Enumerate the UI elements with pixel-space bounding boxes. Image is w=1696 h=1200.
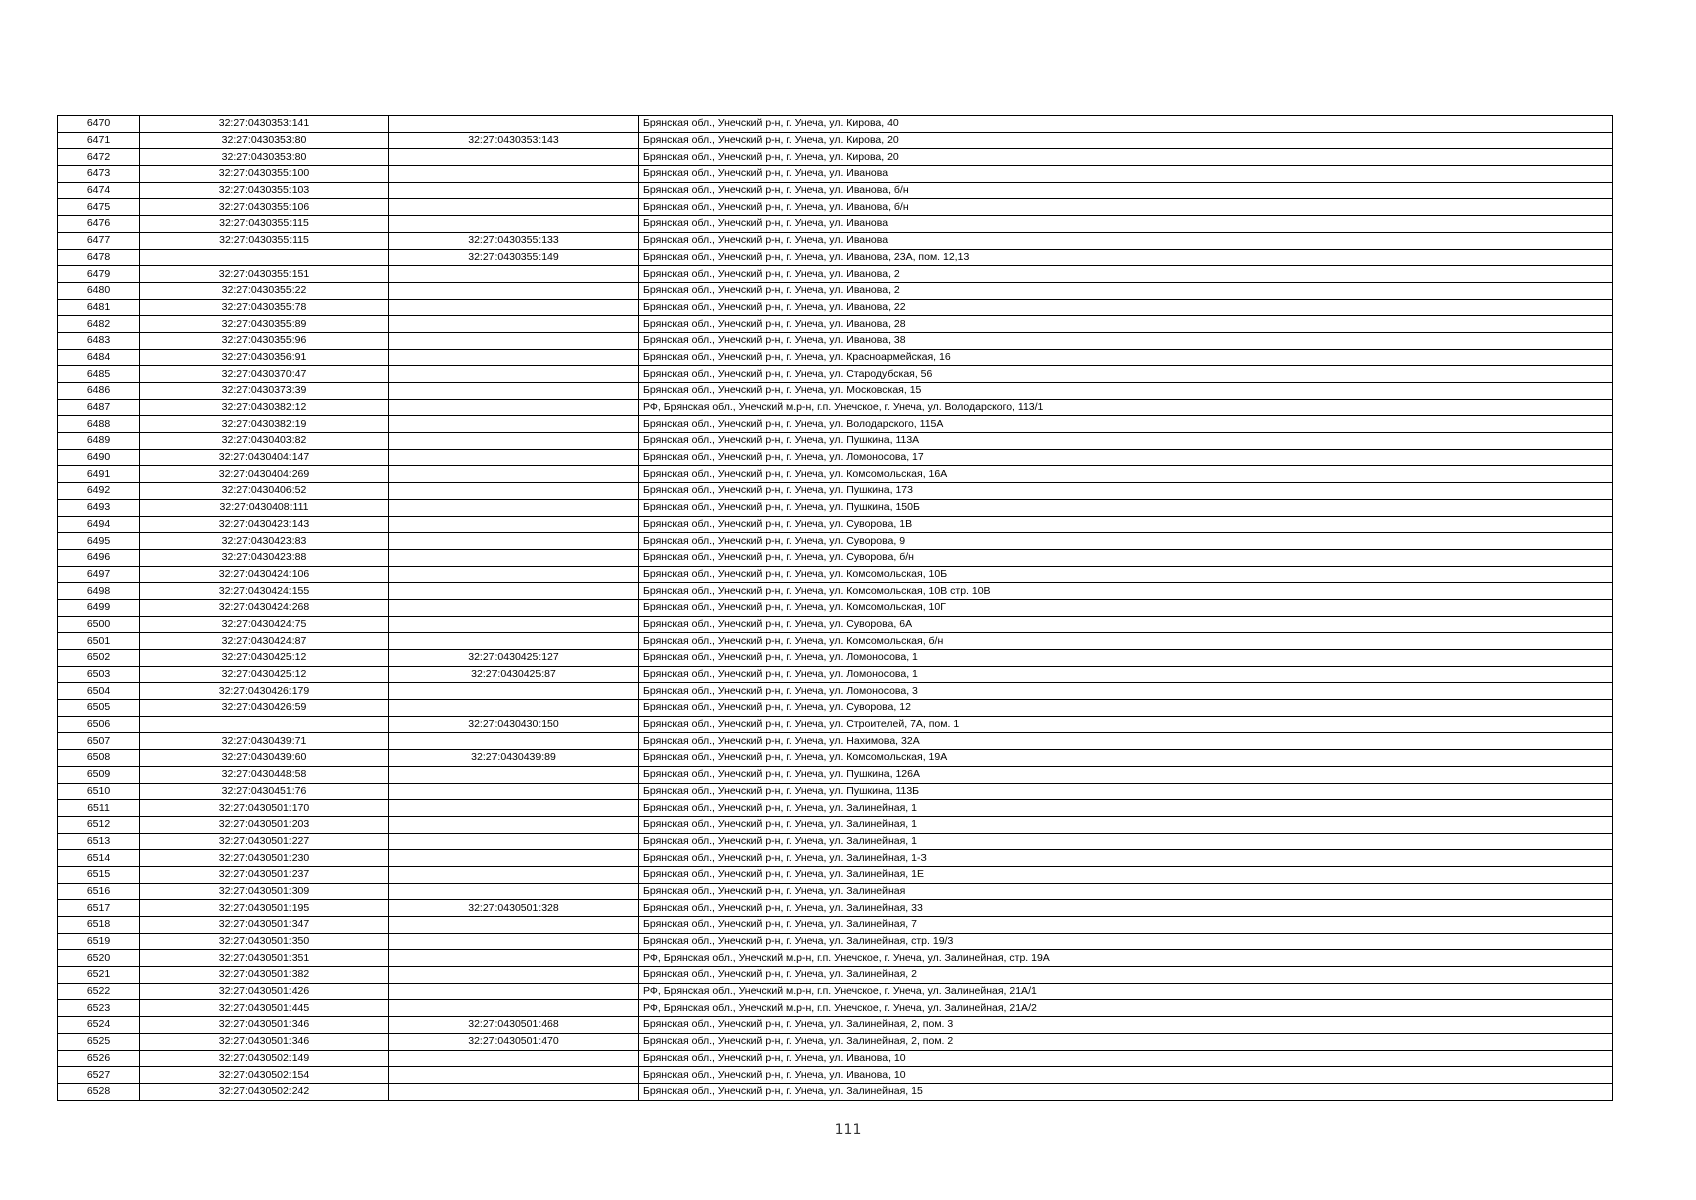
linked-cadastral-number-cell: [389, 549, 639, 566]
table-row: [58, 416, 1613, 433]
row-number-cell: 6487: [58, 399, 140, 416]
table-row: [58, 399, 1613, 416]
row-number-cell: 6500: [58, 616, 140, 633]
cadastral-number-cell: 32:27:0430424:106: [140, 566, 389, 583]
cadastral-number-cell: 32:27:0430448:58: [140, 766, 389, 783]
table-row: [58, 199, 1613, 216]
row-number-cell: 6488: [58, 416, 140, 433]
row-number-cell: 6481: [58, 299, 140, 316]
table-row: [58, 1067, 1613, 1084]
row-number-cell: 6479: [58, 266, 140, 283]
address-cell: Брянская обл., Унечский р-н, г. Унеча, ул. Залинейная, 2: [639, 967, 1613, 984]
linked-cadastral-number-cell: [389, 566, 639, 583]
address-cell: Брянская обл., Унечский р-н, г. Унеча, ул. Комсомольская, 10Б: [639, 566, 1613, 583]
cadastral-number-cell: 32:27:0430501:382: [140, 967, 389, 984]
linked-cadastral-number-cell: [389, 883, 639, 900]
table-row: [58, 783, 1613, 800]
table-row: [58, 316, 1613, 333]
linked-cadastral-number-cell: 32:27:0430430:150: [389, 716, 639, 733]
linked-cadastral-number-cell: 32:27:0430355:133: [389, 232, 639, 249]
address-cell: Брянская обл., Унечский р-н, г. Унеча, ул. Залинейная, 1: [639, 800, 1613, 817]
table-row: [58, 516, 1613, 533]
table-row: [58, 633, 1613, 650]
row-number-cell: 6521: [58, 967, 140, 984]
cadastral-number-cell: 32:27:0430355:115: [140, 232, 389, 249]
cadastral-number-cell: 32:27:0430355:96: [140, 332, 389, 349]
row-number-cell: 6502: [58, 650, 140, 667]
table-row: [58, 917, 1613, 934]
table-row: [58, 750, 1613, 767]
table-row: [58, 132, 1613, 149]
address-cell: Брянская обл., Унечский р-н, г. Унеча, ул. Пушкина, 173: [639, 483, 1613, 500]
linked-cadastral-number-cell: [389, 116, 639, 133]
table-row: [58, 1017, 1613, 1034]
cadastral-number-cell: 32:27:0430439:60: [140, 750, 389, 767]
linked-cadastral-number-cell: [389, 866, 639, 883]
address-cell: Брянская обл., Унечский р-н, г. Унеча, ул. Ломоносова, 1: [639, 666, 1613, 683]
address-cell: Брянская обл., Унечский р-н, г. Унеча, ул. Суворова, 12: [639, 700, 1613, 717]
cadastral-number-cell: 32:27:0430403:82: [140, 433, 389, 450]
table-row: [58, 716, 1613, 733]
linked-cadastral-number-cell: [389, 149, 639, 166]
table-row: [58, 850, 1613, 867]
cadastral-number-cell: 32:27:0430501:346: [140, 1033, 389, 1050]
linked-cadastral-number-cell: [389, 316, 639, 333]
row-number-cell: 6490: [58, 449, 140, 466]
address-cell: Брянская обл., Унечский р-н, г. Унеча, ул. Залинейная, 2, пом. 2: [639, 1033, 1613, 1050]
row-number-cell: 6476: [58, 216, 140, 233]
address-cell: Брянская обл., Унечский р-н, г. Унеча, ул. Иванова: [639, 166, 1613, 183]
cadastral-number-cell: 32:27:0430355:100: [140, 166, 389, 183]
address-cell: Брянская обл., Унечский р-н, г. Унеча, ул. Красноармейская, 16: [639, 349, 1613, 366]
linked-cadastral-number-cell: [389, 967, 639, 984]
row-number-cell: 6498: [58, 583, 140, 600]
linked-cadastral-number-cell: [389, 383, 639, 400]
table-row: [58, 182, 1613, 199]
row-number-cell: 6525: [58, 1033, 140, 1050]
address-cell: Брянская обл., Унечский р-н, г. Унеча, ул. Суворова, 9: [639, 533, 1613, 550]
linked-cadastral-number-cell: [389, 399, 639, 416]
row-number-cell: 6518: [58, 917, 140, 934]
address-cell: Брянская обл., Унечский р-н, г. Унеча, ул. Иванова, 38: [639, 332, 1613, 349]
address-cell: Брянская обл., Унечский р-н, г. Унеча, ул. Залинейная, 33: [639, 900, 1613, 917]
row-number-cell: 6514: [58, 850, 140, 867]
table-row: [58, 549, 1613, 566]
cadastral-number-cell: 32:27:0430353:141: [140, 116, 389, 133]
linked-cadastral-number-cell: [389, 1000, 639, 1017]
address-cell: Брянская обл., Унечский р-н, г. Унеча, ул. Суворова, 1В: [639, 516, 1613, 533]
row-number-cell: 6519: [58, 933, 140, 950]
address-cell: Брянская обл., Унечский р-н, г. Унеча, ул. Иванова, 2: [639, 266, 1613, 283]
address-cell: Брянская обл., Унечский р-н, г. Унеча, ул. Залинейная, 1Е: [639, 866, 1613, 883]
linked-cadastral-number-cell: [389, 950, 639, 967]
table-row: [58, 349, 1613, 366]
table-row: [58, 366, 1613, 383]
linked-cadastral-number-cell: 32:27:0430501:328: [389, 900, 639, 917]
cadastral-number-cell: 32:27:0430501:426: [140, 983, 389, 1000]
cadastral-number-cell: 32:27:0430353:80: [140, 149, 389, 166]
row-number-cell: 6501: [58, 633, 140, 650]
table-row: [58, 733, 1613, 750]
row-number-cell: 6515: [58, 866, 140, 883]
linked-cadastral-number-cell: [389, 216, 639, 233]
cadastral-number-cell: 32:27:0430404:269: [140, 466, 389, 483]
cadastral-number-cell: 32:27:0430353:80: [140, 132, 389, 149]
address-cell: Брянская обл., Унечский р-н, г. Унеча, ул. Кирова, 20: [639, 149, 1613, 166]
cadastral-number-cell: 32:27:0430501:346: [140, 1017, 389, 1034]
table-row: [58, 883, 1613, 900]
cadastral-number-cell: 32:27:0430355:89: [140, 316, 389, 333]
cadastral-number-cell: 32:27:0430425:12: [140, 650, 389, 667]
cadastral-number-cell: 32:27:0430406:52: [140, 483, 389, 500]
table-row: [58, 282, 1613, 299]
linked-cadastral-number-cell: [389, 700, 639, 717]
address-cell: Брянская обл., Унечский р-н, г. Унеча, ул. Залинейная, 1: [639, 833, 1613, 850]
row-number-cell: 6473: [58, 166, 140, 183]
row-number-cell: 6505: [58, 700, 140, 717]
table-row: [58, 483, 1613, 500]
row-number-cell: 6510: [58, 783, 140, 800]
address-cell: Брянская обл., Унечский р-н, г. Унеча, ул. Комсомольская, 19А: [639, 750, 1613, 767]
linked-cadastral-number-cell: [389, 366, 639, 383]
row-number-cell: 6477: [58, 232, 140, 249]
table-row: [58, 983, 1613, 1000]
address-cell: Брянская обл., Унечский р-н, г. Унеча, ул. Иванова, б/н: [639, 182, 1613, 199]
cadastral-number-cell: 32:27:0430501:170: [140, 800, 389, 817]
address-cell: РФ, Брянская обл., Унечский м.р-н, г.п. Унечское, г. Унеча, ул. Володарского, 113/1: [639, 399, 1613, 416]
table-row: [58, 533, 1613, 550]
row-number-cell: 6516: [58, 883, 140, 900]
row-number-cell: 6513: [58, 833, 140, 850]
cadastral-number-cell: 32:27:0430373:39: [140, 383, 389, 400]
address-cell: Брянская обл., Унечский р-н, г. Унеча, ул. Московская, 15: [639, 383, 1613, 400]
row-number-cell: 6486: [58, 383, 140, 400]
linked-cadastral-number-cell: 32:27:0430355:149: [389, 249, 639, 266]
address-cell: Брянская обл., Унечский р-н, г. Унеча, ул. Ломоносова, 3: [639, 683, 1613, 700]
table-row: [58, 433, 1613, 450]
address-cell: Брянская обл., Унечский р-н, г. Унеча, ул. Залинейная, 7: [639, 917, 1613, 934]
row-number-cell: 6483: [58, 332, 140, 349]
row-number-cell: 6526: [58, 1050, 140, 1067]
linked-cadastral-number-cell: [389, 516, 639, 533]
cadastral-number-cell: 32:27:0430356:91: [140, 349, 389, 366]
address-cell: Брянская обл., Унечский р-н, г. Унеча, ул. Ломоносова, 17: [639, 449, 1613, 466]
table-row: [58, 833, 1613, 850]
cadastral-number-cell: 32:27:0430424:75: [140, 616, 389, 633]
address-cell: Брянская обл., Унечский р-н, г. Унеча, ул. Пушкина, 113Б: [639, 783, 1613, 800]
cadastral-number-cell: 32:27:0430501:230: [140, 850, 389, 867]
address-cell: Брянская обл., Унечский р-н, г. Унеча, ул. Иванова, 23А, пом. 12,13: [639, 249, 1613, 266]
linked-cadastral-number-cell: [389, 833, 639, 850]
linked-cadastral-number-cell: 32:27:0430353:143: [389, 132, 639, 149]
row-number-cell: 6522: [58, 983, 140, 1000]
table-row: [58, 933, 1613, 950]
row-number-cell: 6480: [58, 282, 140, 299]
linked-cadastral-number-cell: [389, 332, 639, 349]
linked-cadastral-number-cell: [389, 299, 639, 316]
linked-cadastral-number-cell: [389, 583, 639, 600]
row-number-cell: 6472: [58, 149, 140, 166]
table-row: [58, 249, 1613, 266]
table-row: [58, 950, 1613, 967]
table-row: [58, 466, 1613, 483]
address-cell: Брянская обл., Унечский р-н, г. Унеча, ул. Иванова, 22: [639, 299, 1613, 316]
cadastral-number-cell: [140, 249, 389, 266]
table-row: [58, 149, 1613, 166]
linked-cadastral-number-cell: 32:27:0430425:87: [389, 666, 639, 683]
linked-cadastral-number-cell: [389, 599, 639, 616]
address-cell: Брянская обл., Унечский р-н, г. Унеча, ул. Суворова, 6А: [639, 616, 1613, 633]
row-number-cell: 6509: [58, 766, 140, 783]
row-number-cell: 6503: [58, 666, 140, 683]
table-row: [58, 266, 1613, 283]
linked-cadastral-number-cell: [389, 800, 639, 817]
address-cell: Брянская обл., Унечский р-н, г. Унеча, ул. Кирова, 40: [639, 116, 1613, 133]
table-row: [58, 383, 1613, 400]
table-row: [58, 499, 1613, 516]
address-cell: Брянская обл., Унечский р-н, г. Унеча, ул. Иванова: [639, 216, 1613, 233]
linked-cadastral-number-cell: [389, 733, 639, 750]
address-cell: Брянская обл., Унечский р-н, г. Унеча, ул. Пушкина, 113А: [639, 433, 1613, 450]
cadastral-number-cell: 32:27:0430355:103: [140, 182, 389, 199]
address-cell: Брянская обл., Унечский р-н, г. Унеча, ул. Комсомольская, 10В стр. 10В: [639, 583, 1613, 600]
cadastral-number-cell: 32:27:0430423:143: [140, 516, 389, 533]
linked-cadastral-number-cell: [389, 816, 639, 833]
table-row: [58, 1083, 1613, 1100]
address-cell: РФ, Брянская обл., Унечский м.р-н, г.п. Унечское, г. Унеча, ул. Залинейная, стр. 19А: [639, 950, 1613, 967]
cadastral-number-cell: 32:27:0430501:237: [140, 866, 389, 883]
cadastral-number-cell: 32:27:0430355:78: [140, 299, 389, 316]
linked-cadastral-number-cell: [389, 282, 639, 299]
linked-cadastral-number-cell: 32:27:0430439:89: [389, 750, 639, 767]
row-number-cell: 6524: [58, 1017, 140, 1034]
row-number-cell: 6471: [58, 132, 140, 149]
linked-cadastral-number-cell: [389, 1050, 639, 1067]
row-number-cell: 6485: [58, 366, 140, 383]
row-number-cell: 6508: [58, 750, 140, 767]
address-cell: Брянская обл., Унечский р-н, г. Унеча, ул. Стародубская, 56: [639, 366, 1613, 383]
cadastral-number-cell: 32:27:0430423:88: [140, 549, 389, 566]
cadastral-number-cell: 32:27:0430501:195: [140, 900, 389, 917]
row-number-cell: 6493: [58, 499, 140, 516]
row-number-cell: 6484: [58, 349, 140, 366]
table-row: [58, 332, 1613, 349]
address-cell: Брянская обл., Унечский р-н, г. Унеча, ул. Иванова, 28: [639, 316, 1613, 333]
row-number-cell: 6511: [58, 800, 140, 817]
linked-cadastral-number-cell: [389, 850, 639, 867]
address-cell: Брянская обл., Унечский р-н, г. Унеча, ул. Залинейная, стр. 19/3: [639, 933, 1613, 950]
row-number-cell: 6527: [58, 1067, 140, 1084]
table-row: [58, 866, 1613, 883]
cadastral-number-cell: 32:27:0430423:83: [140, 533, 389, 550]
linked-cadastral-number-cell: [389, 1083, 639, 1100]
cadastral-number-cell: 32:27:0430426:59: [140, 700, 389, 717]
cadastral-number-cell: [140, 716, 389, 733]
linked-cadastral-number-cell: [389, 917, 639, 934]
linked-cadastral-number-cell: [389, 466, 639, 483]
cadastral-number-cell: 32:27:0430502:242: [140, 1083, 389, 1100]
row-number-cell: 6475: [58, 199, 140, 216]
row-number-cell: 6496: [58, 549, 140, 566]
cadastral-number-cell: 32:27:0430382:19: [140, 416, 389, 433]
table-row: [58, 232, 1613, 249]
cadastral-number-cell: 32:27:0430501:445: [140, 1000, 389, 1017]
linked-cadastral-number-cell: [389, 766, 639, 783]
cadastral-number-cell: 32:27:0430425:12: [140, 666, 389, 683]
linked-cadastral-number-cell: [389, 266, 639, 283]
property-registry-table: [57, 115, 1613, 1101]
row-number-cell: 6520: [58, 950, 140, 967]
table-row: [58, 766, 1613, 783]
address-cell: РФ, Брянская обл., Унечский м.р-н, г.п. Унечское, г. Унеча, ул. Залинейная, 21А/2: [639, 1000, 1613, 1017]
row-number-cell: 6492: [58, 483, 140, 500]
address-cell: Брянская обл., Унечский р-н, г. Унеча, ул. Кирова, 20: [639, 132, 1613, 149]
table-row: [58, 800, 1613, 817]
linked-cadastral-number-cell: [389, 633, 639, 650]
address-cell: Брянская обл., Унечский р-н, г. Унеча, ул. Иванова, 10: [639, 1050, 1613, 1067]
address-cell: Брянская обл., Унечский р-н, г. Унеча, ул. Ломоносова, 1: [639, 650, 1613, 667]
table-row: [58, 166, 1613, 183]
linked-cadastral-number-cell: 32:27:0430425:127: [389, 650, 639, 667]
linked-cadastral-number-cell: [389, 166, 639, 183]
address-cell: Брянская обл., Унечский р-н, г. Унеча, ул. Комсомольская, 16А: [639, 466, 1613, 483]
table-row: [58, 116, 1613, 133]
cadastral-number-cell: 32:27:0430355:115: [140, 216, 389, 233]
row-number-cell: 6504: [58, 683, 140, 700]
linked-cadastral-number-cell: [389, 1067, 639, 1084]
address-cell: Брянская обл., Унечский р-н, г. Унеча, ул. Залинейная, 1-З: [639, 850, 1613, 867]
address-cell: Брянская обл., Унечский р-н, г. Унеча, ул. Комсомольская, 10Г: [639, 599, 1613, 616]
cadastral-number-cell: 32:27:0430424:268: [140, 599, 389, 616]
address-cell: Брянская обл., Унечский р-н, г. Унеча, ул. Пушкина, 126А: [639, 766, 1613, 783]
table-row: [58, 1000, 1613, 1017]
cadastral-number-cell: 32:27:0430370:47: [140, 366, 389, 383]
address-cell: Брянская обл., Унечский р-н, г. Унеча, ул. Суворова, б/н: [639, 549, 1613, 566]
linked-cadastral-number-cell: [389, 783, 639, 800]
table-row: [58, 616, 1613, 633]
cadastral-number-cell: 32:27:0430355:22: [140, 282, 389, 299]
table-row: [58, 666, 1613, 683]
linked-cadastral-number-cell: [389, 933, 639, 950]
linked-cadastral-number-cell: [389, 199, 639, 216]
row-number-cell: 6491: [58, 466, 140, 483]
row-number-cell: 6499: [58, 599, 140, 616]
linked-cadastral-number-cell: [389, 433, 639, 450]
cadastral-number-cell: 32:27:0430408:111: [140, 499, 389, 516]
address-cell: Брянская обл., Унечский р-н, г. Унеча, ул. Иванова, б/н: [639, 199, 1613, 216]
cadastral-number-cell: 32:27:0430501:347: [140, 917, 389, 934]
cadastral-number-cell: 32:27:0430426:179: [140, 683, 389, 700]
linked-cadastral-number-cell: 32:27:0430501:468: [389, 1017, 639, 1034]
row-number-cell: 6489: [58, 433, 140, 450]
address-cell: РФ, Брянская обл., Унечский м.р-н, г.п. Унечское, г. Унеча, ул. Залинейная, 21А/1: [639, 983, 1613, 1000]
table-row: [58, 816, 1613, 833]
cadastral-number-cell: 32:27:0430502:154: [140, 1067, 389, 1084]
address-cell: Брянская обл., Унечский р-н, г. Унеча, ул. Строителей, 7А, пом. 1: [639, 716, 1613, 733]
address-cell: Брянская обл., Унечский р-н, г. Унеча, ул. Иванова, 2: [639, 282, 1613, 299]
address-cell: Брянская обл., Унечский р-н, г. Унеча, ул. Залинейная, 15: [639, 1083, 1613, 1100]
cadastral-number-cell: 32:27:0430501:350: [140, 933, 389, 950]
table-row: [58, 216, 1613, 233]
table-row: [58, 683, 1613, 700]
table-row: [58, 449, 1613, 466]
row-number-cell: 6506: [58, 716, 140, 733]
cadastral-number-cell: 32:27:0430451:76: [140, 783, 389, 800]
table-row: [58, 583, 1613, 600]
table-row: [58, 599, 1613, 616]
linked-cadastral-number-cell: [389, 182, 639, 199]
address-cell: Брянская обл., Унечский р-н, г. Унеча, ул. Володарского, 115А: [639, 416, 1613, 433]
cadastral-number-cell: 32:27:0430501:309: [140, 883, 389, 900]
cadastral-number-cell: 32:27:0430439:71: [140, 733, 389, 750]
cadastral-number-cell: 32:27:0430501:203: [140, 816, 389, 833]
linked-cadastral-number-cell: [389, 616, 639, 633]
linked-cadastral-number-cell: [389, 533, 639, 550]
address-cell: Брянская обл., Унечский р-н, г. Унеча, ул. Иванова, 10: [639, 1067, 1613, 1084]
cadastral-number-cell: 32:27:0430382:12: [140, 399, 389, 416]
cadastral-number-cell: 32:27:0430424:87: [140, 633, 389, 650]
linked-cadastral-number-cell: [389, 349, 639, 366]
row-number-cell: 6512: [58, 816, 140, 833]
cadastral-number-cell: 32:27:0430404:147: [140, 449, 389, 466]
cadastral-number-cell: 32:27:0430502:149: [140, 1050, 389, 1067]
cadastral-number-cell: 32:27:0430424:155: [140, 583, 389, 600]
table-row: [58, 700, 1613, 717]
row-number-cell: 6482: [58, 316, 140, 333]
address-cell: Брянская обл., Унечский р-н, г. Унеча, ул. Комсомольская, б/н: [639, 633, 1613, 650]
table-row: [58, 650, 1613, 667]
address-cell: Брянская обл., Унечский р-н, г. Унеча, ул. Залинейная, 1: [639, 816, 1613, 833]
row-number-cell: 6517: [58, 900, 140, 917]
address-cell: Брянская обл., Унечский р-н, г. Унеча, ул. Залинейная, 2, пом. 3: [639, 1017, 1613, 1034]
linked-cadastral-number-cell: [389, 683, 639, 700]
row-number-cell: 6495: [58, 533, 140, 550]
linked-cadastral-number-cell: [389, 416, 639, 433]
linked-cadastral-number-cell: [389, 449, 639, 466]
linked-cadastral-number-cell: [389, 483, 639, 500]
address-cell: Брянская обл., Унечский р-н, г. Унеча, ул. Пушкина, 150Б: [639, 499, 1613, 516]
table-row: [58, 566, 1613, 583]
row-number-cell: 6474: [58, 182, 140, 199]
row-number-cell: 6470: [58, 116, 140, 133]
registry-table-body: [58, 116, 1613, 1101]
table-row: [58, 1033, 1613, 1050]
row-number-cell: 6507: [58, 733, 140, 750]
table-row: [58, 1050, 1613, 1067]
page-number: 111: [834, 1122, 862, 1138]
row-number-cell: 6523: [58, 1000, 140, 1017]
linked-cadastral-number-cell: [389, 499, 639, 516]
address-cell: Брянская обл., Унечский р-н, г. Унеча, ул. Иванова: [639, 232, 1613, 249]
cadastral-number-cell: 32:27:0430355:106: [140, 199, 389, 216]
row-number-cell: 6528: [58, 1083, 140, 1100]
linked-cadastral-number-cell: [389, 983, 639, 1000]
address-cell: Брянская обл., Унечский р-н, г. Унеча, ул. Залинейная: [639, 883, 1613, 900]
table-row: [58, 299, 1613, 316]
table-row: [58, 967, 1613, 984]
table-row: [58, 900, 1613, 917]
linked-cadastral-number-cell: 32:27:0430501:470: [389, 1033, 639, 1050]
cadastral-number-cell: 32:27:0430355:151: [140, 266, 389, 283]
cadastral-number-cell: 32:27:0430501:351: [140, 950, 389, 967]
row-number-cell: 6478: [58, 249, 140, 266]
row-number-cell: 6497: [58, 566, 140, 583]
row-number-cell: 6494: [58, 516, 140, 533]
cadastral-number-cell: 32:27:0430501:227: [140, 833, 389, 850]
address-cell: Брянская обл., Унечский р-н, г. Унеча, ул. Нахимова, 32А: [639, 733, 1613, 750]
